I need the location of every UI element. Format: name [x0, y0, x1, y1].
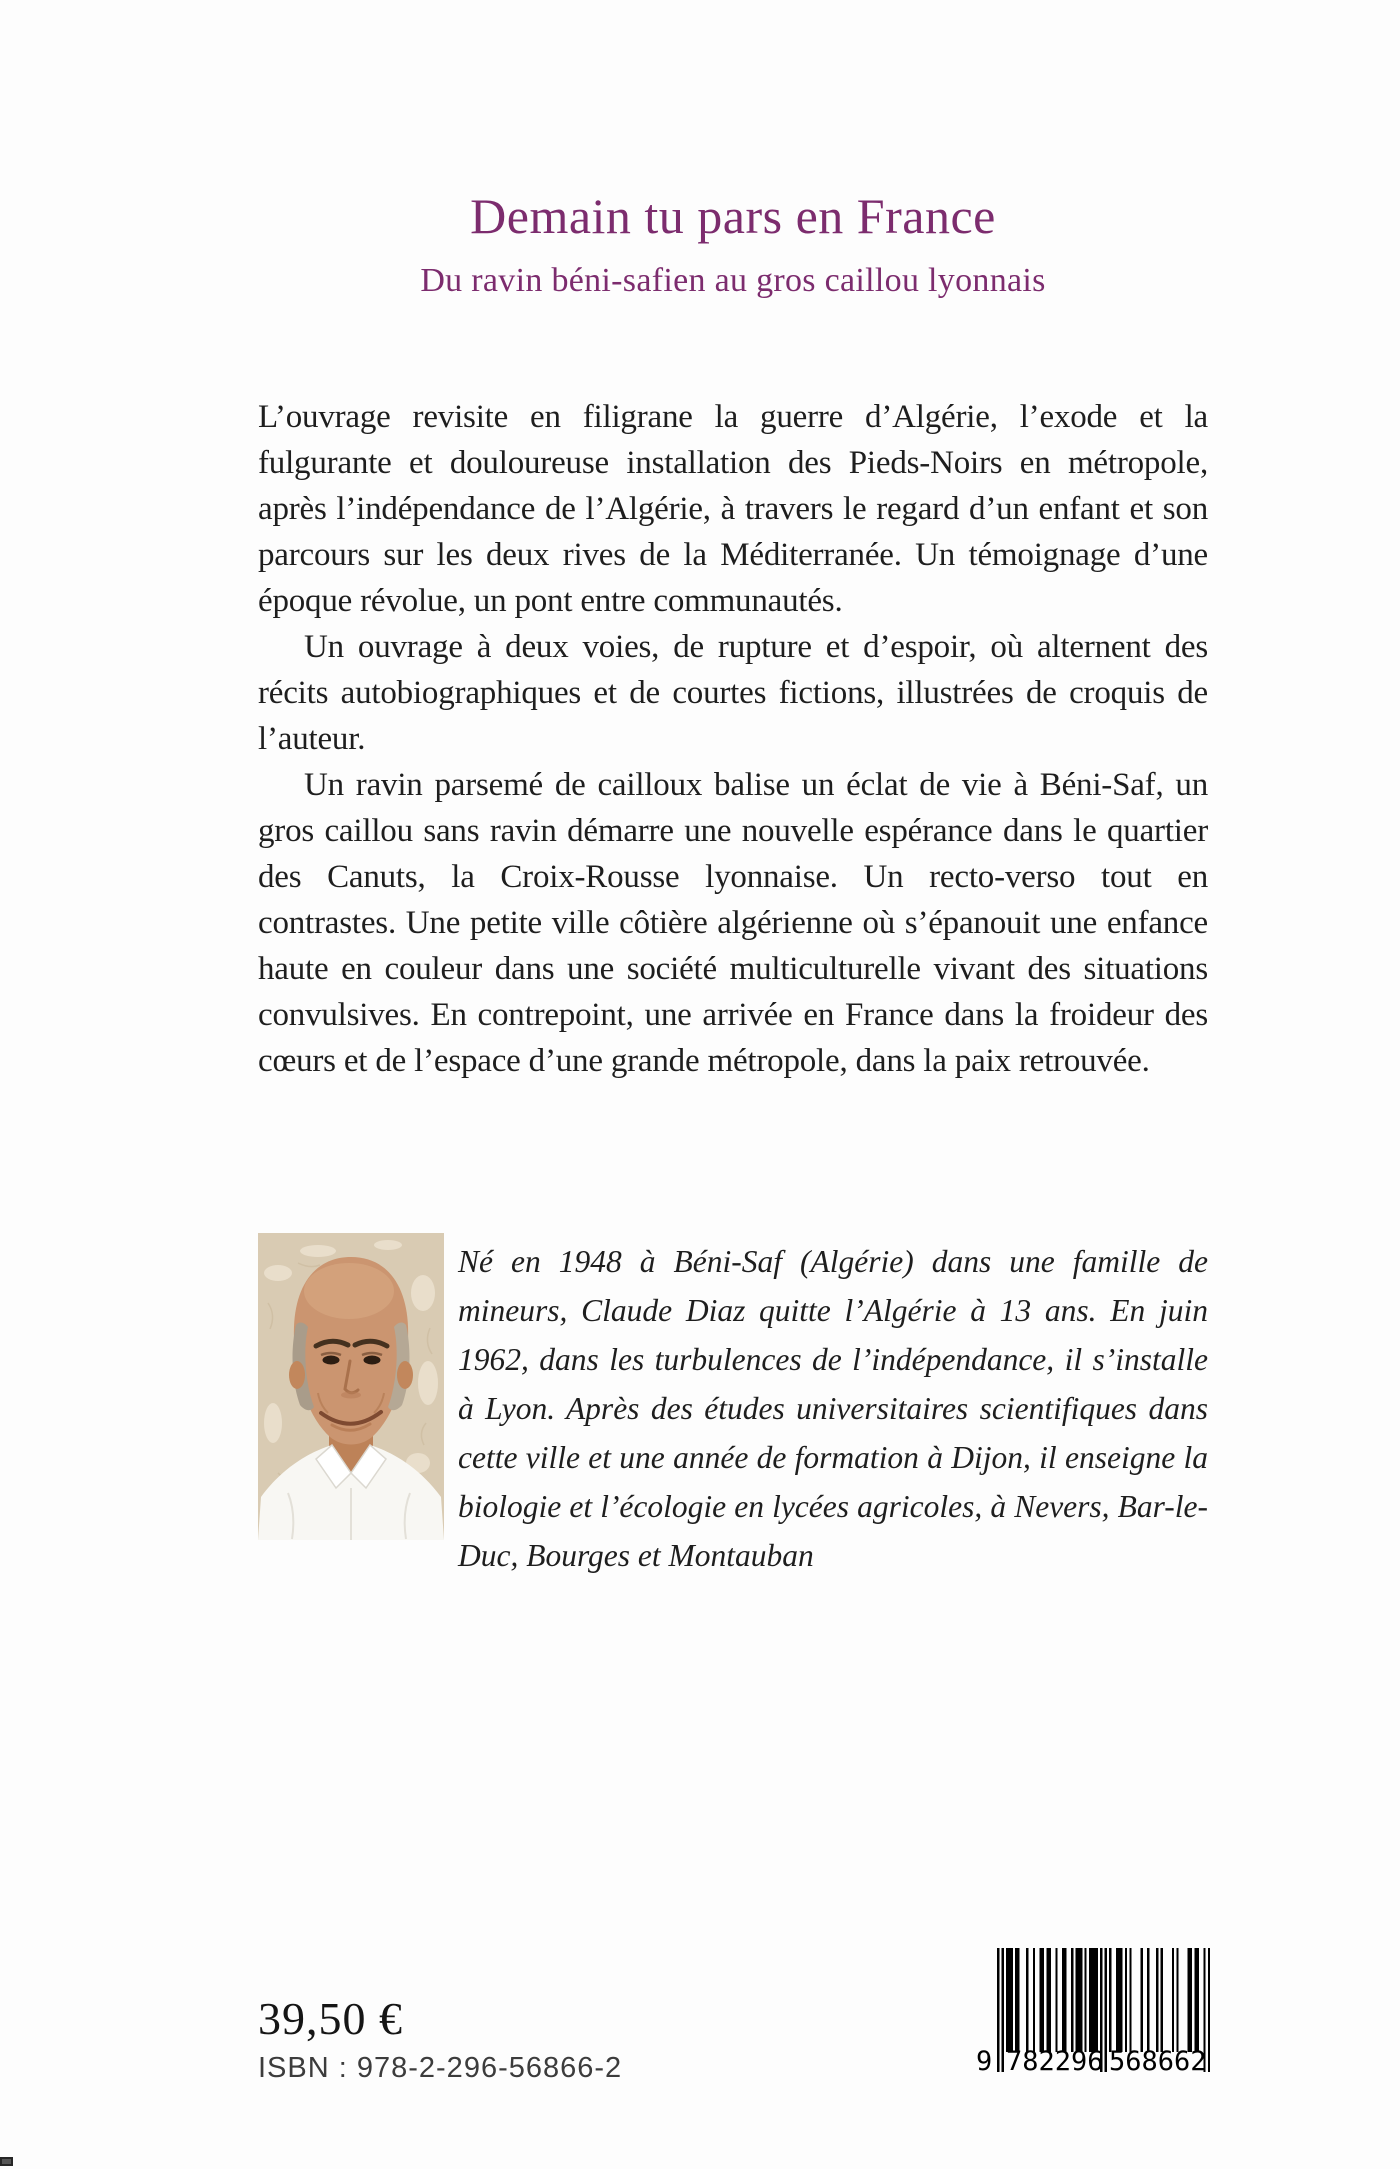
author-section — [258, 1233, 1208, 1573]
synopsis-paragraph-1: L’ouvrage revisite en filigrane la guerre d’Algérie, l’exode et la fulgurante et douloureuse installation des Pieds-Noirs en métropole, après l’indépendance de l’Algérie, à travers le regard d’un enfant et son parcours sur les deux rives de la Méditerranée. Un témoignage d’une époque révolue, un pont entre communautés. — [258, 399, 1208, 619]
barcode-digit-group1: 782296 — [1006, 2046, 1104, 2077]
synopsis-paragraph-2: Un ouvrage à deux voies, de rupture et d’espoir, où alternent des récits autobiographiques et de courtes fictions, illustrées de croquis de l’auteur. — [258, 629, 1208, 757]
synopsis-paragraph-3: Un ravin parsemé de cailloux balise un éclat de vie à Béni-Saf, un gros caillou sans ravin démarre une nouvelle espérance dans le quartier des Canuts, la Croix-Rousse lyonnaise. Un recto-verso tout en contrastes. Une petite ville côtière algérienne où s’épanouit une enfance haute en couleur dans une société multiculturelle vivant des situations convulsives. En contrepoint, une arrivée en France dans la froideur des cœurs et de l’espace d’une grande métropole, dans la paix retrouvée. — [258, 767, 1208, 1079]
isbn: ISBN : 978-2-296-56866-2 — [258, 2052, 623, 2084]
book-subtitle: Du ravin béni-safien au gros caillou lyonnais — [420, 261, 1046, 299]
barcode-digit-group2: 568662 — [1109, 2046, 1207, 2077]
book-title: Demain tu pars en France — [470, 188, 996, 244]
barcode-digits — [976, 2046, 1210, 2080]
cover-header — [258, 188, 1208, 300]
barcode — [976, 1948, 1215, 2082]
synopsis-block — [258, 394, 1208, 1084]
barcode-digit-first: 9 — [976, 2046, 993, 2077]
price: 39,50 € — [258, 1993, 403, 2044]
author-bio: Né en 1948 à Béni-Saf (Algérie) dans une famille de mineurs, Claude Diaz quitte l’Algérie à 13 ans. En juin 1962, dans les turbulences de l’indépendance, il s’installe à Lyon. Après des études universitaires scientifiques dans cette ville et une année de formation à Dijon, il enseigne la biologie et l’écologie en lycées agricoles, à Nevers, Bar-le-Duc, Bourges et Montauban — [458, 1244, 1208, 1573]
corner-mark — [0, 2157, 13, 2166]
author-portrait-photo — [258, 1233, 444, 1540]
